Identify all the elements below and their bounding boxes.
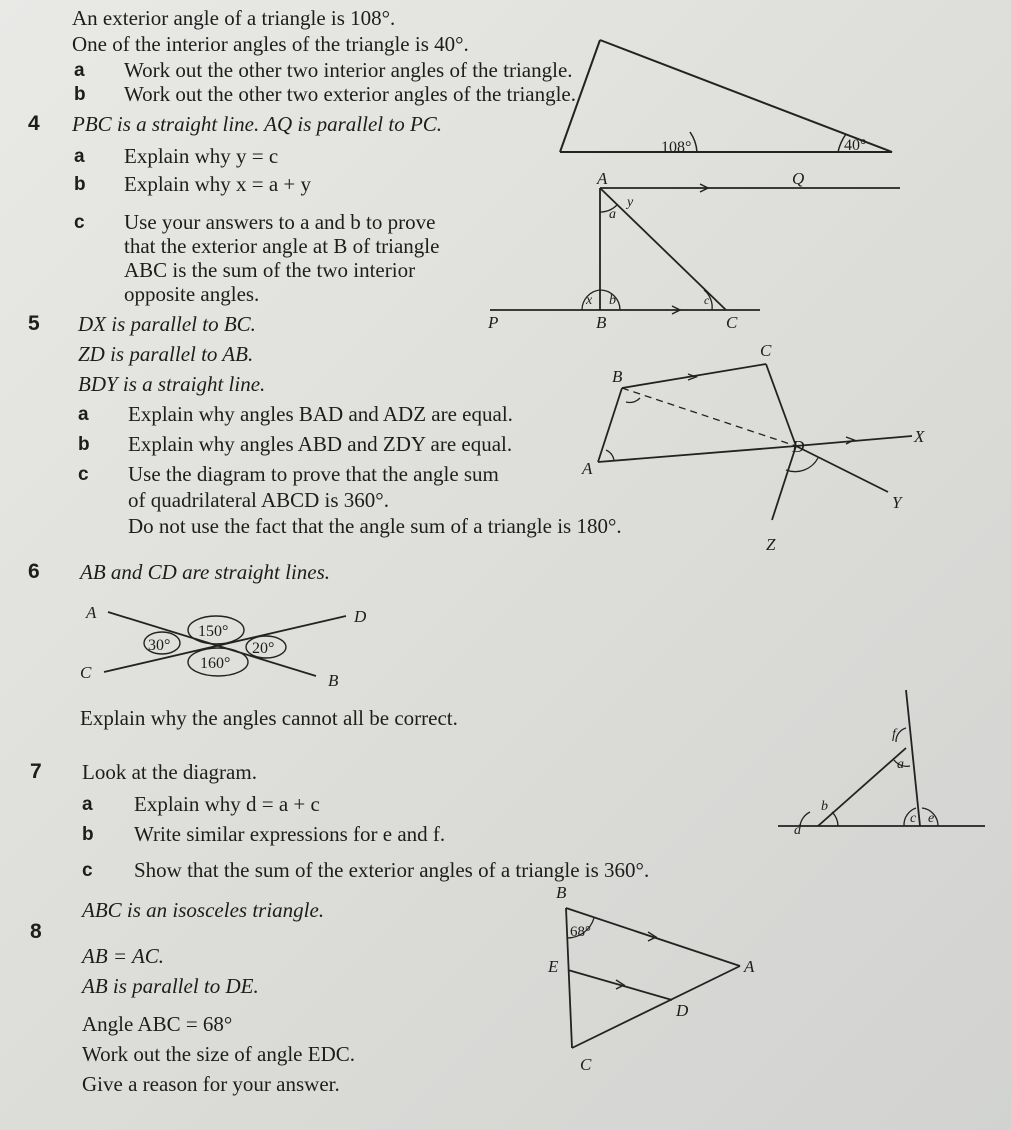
q4-c-line1: Use your answers to a and b to prove xyxy=(124,210,436,234)
q7-a-text: Explain why d = a + c xyxy=(134,792,320,816)
q8-label-B: B xyxy=(556,883,567,902)
q4-angle-a: a xyxy=(609,207,616,222)
q3-a-text: Work out the other two interior angles of the triangle. xyxy=(124,58,573,82)
q4-a-label: a xyxy=(74,146,85,167)
q5-label-B: B xyxy=(612,367,623,386)
q6-label-C: C xyxy=(80,663,92,682)
q5-b-text: Explain why angles ABD and ZDY are equal. xyxy=(128,432,513,456)
q7-angle-b: b xyxy=(821,799,828,814)
q8-line6: Give a reason for your answer. xyxy=(82,1072,340,1096)
q5-b-label: b xyxy=(78,434,90,455)
q5-line1: DX is parallel to BC. xyxy=(78,312,256,336)
q6-intro: AB and CD are straight lines. xyxy=(80,560,331,584)
q6-label-D: D xyxy=(354,607,367,626)
q4-label-P: P xyxy=(488,313,499,332)
q4-angle-c: c xyxy=(704,293,710,307)
q4-a-text: Explain why y = c xyxy=(124,144,279,168)
q5-note: Do not use the fact that the angle sum of a triangle is 180°. xyxy=(128,514,622,538)
q7-b-label: b xyxy=(82,824,94,845)
q7-angle-a: a xyxy=(897,757,904,772)
q3-b-label: b xyxy=(74,84,86,105)
q4-c-line3: ABC is the sum of the two interior xyxy=(124,258,416,282)
q4-c-label: c xyxy=(74,212,85,233)
q5-line2: ZD is parallel to AB. xyxy=(78,342,254,366)
q4-label-Q: Q xyxy=(792,169,805,188)
q8-line4: Angle ABC = 68° xyxy=(82,1012,233,1036)
q8-number: 8 xyxy=(30,920,42,943)
q7-b-text: Write similar expressions for e and f. xyxy=(134,822,446,846)
q7-number: 7 xyxy=(30,760,42,783)
q6-angle-right: 20° xyxy=(252,640,275,657)
q5-label-Y: Y xyxy=(892,493,902,512)
q8-line2: AB = AC. xyxy=(82,944,165,968)
q8-line5: Work out the size of angle EDC. xyxy=(82,1042,355,1066)
q5-number: 5 xyxy=(28,312,40,335)
q5-a-label: a xyxy=(78,404,89,425)
q4-b-text: Explain why x = a + y xyxy=(124,172,311,196)
q7-angle-d: d xyxy=(794,823,801,838)
q4-angle-y: y xyxy=(627,195,634,210)
q4-intro: PBC is a straight line. AQ is parallel to PC. xyxy=(72,112,443,136)
q4-c-line4: opposite angles. xyxy=(124,282,260,306)
q4-number: 4 xyxy=(28,112,40,135)
q8-line1: ABC is an isosceles triangle. xyxy=(82,898,325,922)
q6-angle-bottom: 160° xyxy=(200,655,231,672)
q6-angle-top: 150° xyxy=(198,623,229,640)
q5-label-D: D xyxy=(792,437,805,456)
q3-line1: An exterior angle of a triangle is 108°. xyxy=(72,6,396,30)
q5-label-Z: Z xyxy=(766,535,776,554)
q7-c-text: Show that the sum of the exterior angles of a triangle is 360°. xyxy=(134,858,650,882)
q3-b-text: Work out the other two exterior angles of the triangle. xyxy=(124,82,577,106)
q7-c-label: c xyxy=(82,860,93,881)
q6-question: Explain why the angles cannot all be correct. xyxy=(80,706,458,730)
q8-line3: AB is parallel to DE. xyxy=(82,974,259,998)
q8-side-BA xyxy=(566,908,740,966)
q8-line-ED xyxy=(568,970,672,1000)
q7-intro: Look at the diagram. xyxy=(82,760,257,784)
q7-angle-e: e xyxy=(928,811,935,826)
q8-label-C: C xyxy=(580,1055,592,1074)
q7-angle-c: c xyxy=(910,811,917,826)
q8-angle-68: 68° xyxy=(570,924,591,940)
q5-label-X: X xyxy=(914,427,925,446)
q6-number: 6 xyxy=(28,560,40,583)
q4-angle-x: x xyxy=(586,293,593,308)
q3-angle-ext: 108° xyxy=(661,139,692,156)
q3-angle-int: 40° xyxy=(844,137,867,154)
q4-label-B: B xyxy=(596,313,607,332)
q5-c-label: c xyxy=(78,464,89,485)
q3-line2: One of the interior angles of the triangle is 40°. xyxy=(72,32,469,56)
q5-c-line2: of quadrilateral ABCD is 360°. xyxy=(128,488,389,512)
q4-label-A: A xyxy=(597,169,608,188)
q5-label-A: A xyxy=(582,459,593,478)
q6-angle-left: 30° xyxy=(148,637,171,654)
q5-c-line1: Use the diagram to prove that the angle sum xyxy=(128,462,499,486)
q5-label-C: C xyxy=(760,341,772,360)
q4-label-C: C xyxy=(726,313,738,332)
q4-b-label: b xyxy=(74,174,86,195)
q6-label-B: B xyxy=(328,671,339,690)
q4-c-line2: that the exterior angle at B of triangle xyxy=(124,234,440,258)
q5-line3: BDY is a straight line. xyxy=(78,372,266,396)
q8-label-D: D xyxy=(676,1001,689,1020)
q3-a-label: a xyxy=(74,60,85,81)
q8-label-A: A xyxy=(744,957,755,976)
q5-a-text: Explain why angles BAD and ADZ are equal. xyxy=(128,402,513,426)
q8-label-E: E xyxy=(548,957,559,976)
q7-a-label: a xyxy=(82,794,93,815)
q6-label-A: A xyxy=(86,603,97,622)
q7-angle-f: f xyxy=(892,727,896,742)
q4-angle-b: b xyxy=(609,293,616,308)
